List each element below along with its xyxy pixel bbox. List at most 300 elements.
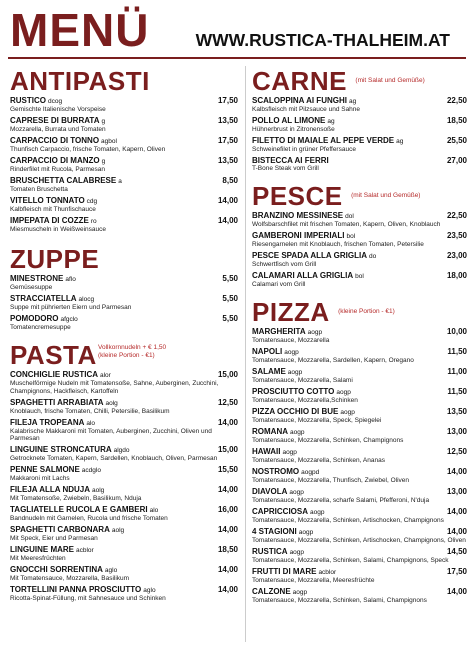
menu-item-header	[10, 485, 238, 495]
menu-item-description: Makkaroni mit Lachs	[10, 475, 70, 483]
dish-name: NOSTROMO	[252, 466, 300, 476]
menu-item-description: Bandnudeln mit Garnelen, Rucola und frische Tomaten	[10, 515, 168, 523]
dish-name: RUSTICO	[10, 96, 46, 105]
menu-item-header	[10, 156, 238, 166]
dish-name: 4 STAGIONI	[252, 526, 297, 536]
dish-name: POLLO AL LIMONE	[252, 115, 326, 125]
menu-item-description: Miesmuscheln in Weißweinsauce	[10, 225, 106, 233]
section-carne	[252, 66, 467, 173]
dish-name: TORTELLINI PANNA PROSCIUTTO	[10, 585, 142, 595]
menu-item-description: Hühnerbrust in Zitronensoße	[252, 125, 335, 133]
menu-item-name	[10, 96, 62, 106]
section-note-line: Vollkornnudeln + € 1,50	[98, 343, 167, 351]
menu-item-name	[10, 565, 117, 575]
menu-item-description: Mozzarella, Burrata und Tomaten	[10, 125, 106, 133]
menu-item-name	[10, 585, 156, 595]
menu-item	[10, 585, 238, 603]
dish-name: TAGLIATELLE RUCOLA E GAMBERI	[10, 505, 148, 515]
website-url[interactable]: WWW.RUSTICA-THALHEIM.AT	[195, 30, 450, 50]
allergen-codes: aogp	[282, 448, 297, 456]
menu-item	[10, 176, 238, 194]
dish-name: SPAGHETTI ARRABIATA	[10, 397, 104, 407]
menu-item-header	[252, 427, 467, 437]
menu-item-name	[10, 216, 97, 226]
dish-name: PROSCIUTTO COTTO	[252, 386, 335, 396]
menu-item-price: 13,00	[446, 486, 467, 496]
menu-item	[252, 547, 467, 565]
menu-item	[252, 347, 467, 365]
menu-item-price: 15,50	[217, 465, 238, 475]
section-title: PIZZA	[252, 296, 330, 327]
menu-item-header	[252, 136, 467, 146]
menu-item-name	[10, 314, 78, 324]
menu-item-header	[10, 176, 238, 186]
menu-item-name	[10, 525, 124, 535]
menu-item-description: Mit Tomatensauce, Mozzarella, Basilikum	[10, 575, 130, 583]
allergen-codes: alocg	[78, 295, 95, 303]
menu-item-price: 23,00	[446, 250, 467, 260]
menu-item-price: 13,50	[217, 115, 238, 125]
dish-name: STRACCIATELLA	[10, 293, 77, 303]
dish-name: DIAVOLA	[252, 486, 288, 496]
section-header	[10, 340, 238, 370]
dish-name: NAPOLI	[252, 346, 283, 356]
menu-item	[10, 274, 238, 292]
menu-item-header	[10, 274, 238, 284]
allergen-codes: aolg	[111, 527, 125, 535]
allergen-codes: aogp	[307, 328, 323, 336]
section-title: PASTA	[10, 339, 97, 370]
menu-item-description: Tomatensauce, Mozzarella, Meeresfrüchte	[252, 576, 375, 584]
menu-item-description: Tomatensauce, Mozzarella, scharfe Salami, Pfefferoni, N'duja	[252, 496, 430, 504]
menu-item-description: Tomatensauce, Mozzarella, Schinken, Salami, Champignons	[252, 596, 427, 604]
menu-item-price: 13,50	[217, 155, 238, 165]
menu-item-header	[252, 527, 467, 537]
menu-item-price: 18,00	[446, 270, 467, 280]
header-divider	[8, 57, 466, 59]
menu-item-header	[10, 294, 238, 304]
section-zuppe	[10, 244, 238, 332]
menu-item-header	[252, 447, 467, 457]
menu-item-header	[252, 96, 467, 106]
menu-item-name	[252, 467, 319, 477]
menu-item-description: Tomatensauce, Mozzarella, Salami	[252, 376, 353, 384]
allergen-codes: g	[101, 117, 106, 125]
section-antipasti	[10, 66, 238, 234]
dish-name: PESCE SPADA ALLA GRIGLIA	[252, 250, 367, 260]
menu-item-price: 12,50	[446, 446, 467, 456]
dish-name: POMODORO	[10, 313, 59, 323]
dish-name: SCALOPPINA AI FUNGHI	[252, 96, 347, 105]
menu-item-name	[252, 231, 355, 241]
item-list	[252, 211, 467, 289]
menu-item-description: Kalabrische Makkaroni mit Tomaten, Auberginen, Zucchini, Oliven und Parmesan	[10, 427, 212, 443]
menu-item-name	[10, 398, 118, 408]
menu-item-header	[252, 467, 467, 477]
menu-item-name	[10, 445, 130, 455]
menu-item-name	[252, 251, 376, 261]
menu-item-price: 17,50	[217, 96, 238, 105]
menu-item-price: 14,00	[217, 525, 238, 535]
menu-item	[252, 567, 467, 585]
menu-item-description: Ricotta-Spinat-Füllung, mit Sahnesauce und Schinken	[10, 595, 166, 603]
menu-item-header	[10, 216, 238, 226]
menu-item	[252, 387, 467, 405]
allergen-codes: bol	[355, 272, 364, 280]
menu-item-description: Tomatensauce, Mozzarella, Schinken, Salami, Champignons, Speck	[252, 556, 449, 564]
menu-item-header	[252, 211, 467, 221]
left-column	[10, 66, 238, 605]
menu-item-description: Suppe mit pührierten Eiern und Parmesan	[10, 303, 132, 311]
menu-item-header	[10, 314, 238, 324]
menu-item-name	[252, 487, 304, 497]
menu-item	[252, 271, 467, 289]
menu-item-name	[10, 545, 94, 555]
allergen-codes: aolg	[105, 399, 118, 407]
menu-item-header	[10, 398, 238, 408]
menu-item-name	[252, 507, 324, 517]
dish-name: CONCHIGLIE RUSTICA	[10, 369, 98, 379]
menu-item-description: Calamari vom Grill	[252, 280, 306, 288]
menu-item-header	[252, 116, 467, 126]
menu-item	[252, 407, 467, 425]
menu-item-price: 13,50	[446, 406, 467, 416]
section-header	[252, 181, 467, 211]
section-header	[10, 66, 238, 96]
menu-item-price: 22,50	[446, 96, 467, 105]
dish-name: FRUTTI DI MARE	[252, 566, 317, 576]
menu-item	[10, 216, 238, 234]
dish-name: BRUSCHETTA CALABRESE	[10, 175, 117, 185]
menu-item	[252, 447, 467, 465]
dish-name: PENNE SALMONE	[10, 465, 80, 475]
allergen-codes: acblor	[318, 568, 337, 576]
menu-item-description: Tomatensauce, Mozzarella, Schinken, Ananas	[252, 456, 385, 464]
dish-name: PIZZA OCCHIO DI BUE	[252, 406, 339, 416]
allergen-codes: ag	[396, 137, 404, 145]
menu-item-name	[252, 567, 336, 577]
allergen-codes: dcog	[48, 98, 63, 105]
menu-item-name	[10, 136, 117, 146]
menu-item-header	[252, 487, 467, 497]
menu-item-name	[252, 327, 322, 337]
menu-item-name	[252, 587, 307, 597]
menu-item	[10, 370, 238, 396]
menu-item	[252, 507, 467, 525]
allergen-codes: cdg	[86, 197, 98, 205]
dish-name: CAPRICCIOSA	[252, 506, 309, 516]
menu-item-price: 25,50	[446, 135, 467, 145]
menu-item	[10, 505, 238, 523]
menu-item-price: 8,50	[222, 175, 238, 185]
menu-item-header	[252, 547, 467, 557]
menu-item	[10, 445, 238, 463]
section-note-line: (kleine Portion - €1)	[98, 352, 155, 360]
dish-name: CALAMARI ALLA GRIGLIA	[252, 270, 354, 280]
dish-name: BRANZINO MESSINESE	[252, 210, 344, 220]
allergen-codes: aglo	[104, 567, 118, 575]
section-note: (mit Salat und Gemüße)	[351, 191, 421, 199]
dish-name: RUSTICA	[252, 546, 288, 556]
dish-name: MARGHERITA	[252, 326, 306, 336]
menu-item-name	[10, 196, 97, 206]
dish-name: VITELLO TONNATO	[10, 195, 85, 205]
menu-item-name	[252, 387, 351, 397]
menu-item-header	[252, 587, 467, 597]
menu-item-header	[252, 156, 467, 165]
menu-item-name	[10, 485, 104, 495]
menu-item-price: 15,00	[217, 445, 238, 455]
menu-item-price: 11,00	[447, 366, 467, 376]
section-title: PESCE	[252, 180, 343, 211]
menu-item-header	[10, 465, 238, 475]
dish-name: MINESTRONE	[10, 273, 64, 283]
menu-item-price: 27,00	[446, 155, 467, 165]
menu-item	[10, 96, 238, 114]
menu-item-description: T-Bone Steak vom Grill	[252, 164, 319, 172]
menu-item-name	[252, 427, 304, 437]
menu-item	[10, 156, 238, 174]
dish-name: FILETTO DI MAIALE AL PEPE VERDE	[252, 135, 395, 145]
menu-item-name	[252, 271, 364, 281]
menu-item-price: 17,50	[217, 135, 238, 145]
item-list	[252, 96, 467, 173]
dish-name: SPAGHETTI CARBONARA	[10, 525, 110, 535]
menu-item-name	[252, 136, 403, 146]
menu-item	[252, 427, 467, 445]
menu-item-price: 17,50	[446, 566, 467, 576]
allergen-codes: algdo	[113, 447, 130, 455]
menu-item-name	[252, 116, 335, 126]
menu-item-name	[252, 156, 329, 165]
menu-item-name	[252, 96, 356, 106]
dish-name: BISTECCA AI FERRI	[252, 155, 329, 165]
menu-item	[10, 136, 238, 154]
menu-item-name	[252, 211, 354, 221]
menu-item	[252, 527, 467, 545]
menu-item-name	[252, 347, 299, 357]
dish-name: FILEJA TROPEANA	[10, 417, 85, 427]
menu-item-header	[10, 545, 238, 555]
section-note: (kleine Portion - €1)	[338, 307, 395, 315]
menu-item-description: Kalbfleisch mit Thunfischauce	[10, 205, 96, 213]
menu-item-price: 11,50	[447, 346, 467, 356]
menu-item	[10, 485, 238, 503]
menu-item-header	[10, 565, 238, 575]
menu-item	[10, 465, 238, 483]
dish-name: CARPACCIO DI MANZO	[10, 155, 100, 165]
menu-item-description: Tomaten Bruschetta	[10, 185, 68, 193]
dish-name: LINGUINE STRONCATURA	[10, 445, 112, 455]
menu-item	[252, 116, 467, 134]
allergen-codes: aogp	[284, 348, 299, 356]
dish-name: GNOCCHI SORRENTINA	[10, 565, 103, 575]
menu-item-description: Schwertfisch vom Grill	[252, 260, 317, 268]
allergen-codes: acblor	[76, 547, 94, 555]
menu-item	[10, 398, 238, 416]
menu-item-header	[252, 507, 467, 517]
menu-item-price: 16,00	[217, 505, 238, 515]
menu-item	[252, 367, 467, 385]
allergen-codes: g	[101, 157, 106, 165]
allergen-codes: aogp	[292, 588, 308, 596]
menu-item-header	[10, 418, 238, 428]
dish-name: HAWAII	[252, 446, 281, 456]
menu-item-header	[252, 271, 467, 281]
allergen-codes: aogp	[289, 488, 304, 496]
section-header	[10, 244, 238, 274]
menu-item-description: Wolfsbarschfilet mit frischen Tomaten, Kapern, Oliven, Knoblauch	[252, 220, 441, 228]
menu-item-header	[10, 585, 238, 595]
menu-item-name	[10, 418, 95, 428]
allergen-codes: alor	[100, 371, 111, 379]
menu-item-price: 14,00	[217, 565, 238, 575]
menu-item-name	[252, 547, 304, 557]
menu-item-price: 14,50	[446, 546, 467, 556]
allergen-codes: aogp	[340, 408, 355, 416]
allergen-codes: alo	[149, 507, 159, 515]
menu-item-name	[10, 274, 76, 284]
menu-item-header	[252, 327, 467, 337]
menu-item-header	[10, 505, 238, 515]
menu-item-description: Getrocknete Tomaten, Kapern, Sardellen, Knoblauch, Oliven, Parmesan	[10, 455, 218, 463]
section-header	[252, 66, 467, 96]
dish-name: CARPACCIO DI TONNO	[10, 135, 100, 145]
menu-item-header	[252, 567, 467, 577]
menu-item	[252, 467, 467, 485]
menu-item-name	[10, 176, 122, 186]
menu-item	[10, 314, 238, 332]
allergen-codes: aogp	[336, 388, 351, 396]
menu-item-header	[10, 116, 238, 126]
menu-item	[252, 211, 467, 229]
menu-item-description: Mit Speck, Eier und Parmesan	[10, 535, 98, 543]
dish-name: SALAME	[252, 366, 286, 376]
menu-item-price: 5,50	[222, 313, 238, 323]
section-title: ANTIPASTI	[10, 66, 150, 96]
menu-item-name	[10, 370, 111, 380]
allergen-codes: bol	[346, 232, 356, 240]
menu-item-price: 14,00	[217, 195, 238, 205]
allergen-codes: aogp	[310, 508, 325, 516]
allergen-codes: acdglo	[81, 467, 101, 475]
menu-item-name	[10, 156, 105, 166]
menu-item-price: 14,00	[217, 585, 238, 595]
menu-item-header	[252, 251, 467, 261]
menu-item	[252, 231, 467, 249]
menu-item	[10, 545, 238, 563]
menu-item-description: Tomatensauce, Mozzarella, Sardellen, Kapern, Oregano	[252, 356, 414, 364]
menu-item-name	[10, 116, 105, 126]
right-column	[252, 66, 467, 607]
allergen-codes: aolg	[92, 487, 105, 495]
menu-item-price: 5,50	[222, 273, 238, 283]
menu-item-header	[252, 347, 467, 357]
allergen-codes: ag	[327, 117, 335, 125]
menu-item-header	[10, 136, 238, 146]
menu-item-description: Tomatensauce, Mozzarella	[252, 336, 330, 344]
menu-item-description: Muschelförmige Nudeln mit Tomatensoße, Sahne, Auberginen, Zucchini, Champignons, Hackfleisch, Kartoffeln	[10, 379, 219, 395]
menu-item-header	[10, 196, 238, 206]
menu-item-description: Mit Meeresfrüchten	[10, 555, 66, 563]
menu-title: MENÜ	[10, 4, 150, 56]
item-list	[252, 327, 467, 605]
menu-item-description: Tomatensauce, Mozzarella,Schinken	[252, 396, 358, 404]
item-list	[10, 274, 238, 332]
dish-name: CAPRESE DI BURRATA	[10, 115, 100, 125]
menu-item-price: 14,00	[446, 466, 467, 476]
menu-item-header	[10, 370, 238, 380]
allergen-codes: afgclo	[60, 315, 78, 323]
menu-item-header	[252, 407, 467, 417]
allergen-codes: aogp	[289, 548, 305, 556]
item-list	[10, 96, 238, 234]
section-header	[252, 297, 467, 327]
menu-item-price: 13,00	[446, 426, 467, 436]
menu-item-header	[252, 367, 467, 377]
menu-item-name	[252, 527, 313, 537]
menu-item-description: Gemischte Italienische Vorspeise	[10, 106, 106, 113]
menu-item-price: 22,50	[446, 210, 467, 220]
menu-item	[10, 196, 238, 214]
allergen-codes: dol	[345, 212, 354, 220]
dish-name: LINGUINE MARE	[10, 545, 74, 555]
menu-item	[252, 251, 467, 269]
menu-item	[252, 156, 467, 173]
menu-item	[252, 96, 467, 114]
menu-item	[252, 587, 467, 605]
section-title: CARNE	[252, 66, 347, 96]
menu-item-description: Tomatensauce, Mozzarella, Thunfisch, Zwiebel, Oliven	[252, 476, 410, 484]
menu-item-description: Tomatensauce, Mozzarella, Schinken, Artischocken, Champignons	[252, 516, 444, 524]
menu-item-price: 18,50	[446, 115, 467, 125]
menu-item-price: 14,00	[217, 485, 238, 495]
menu-item	[10, 565, 238, 583]
menu-item-price: 18,50	[217, 545, 238, 555]
menu-item	[252, 136, 467, 154]
menu-item-description: Gemüsesuppe	[10, 283, 53, 291]
menu-item-header	[10, 445, 238, 455]
section-pizza	[252, 297, 467, 605]
section-pesce	[252, 181, 467, 289]
menu-item	[10, 294, 238, 312]
allergen-codes: aogp	[298, 528, 314, 536]
section-pasta	[10, 340, 238, 603]
menu-item-description: Knoblauch, frische Tomaten, Chilli, Petersilie, Basilikum	[10, 407, 170, 415]
menu-item-description: Thunfisch Carpaccio, frische Tomaten, Kapern, Oliven	[10, 145, 166, 153]
dish-name: ROMANA	[252, 426, 288, 436]
item-list	[10, 370, 238, 603]
header	[0, 0, 474, 64]
allergen-codes: ro	[90, 217, 97, 225]
column-divider	[245, 66, 246, 642]
menu-item-description: Rinderfilet mit Rucola, Parmesan	[10, 165, 106, 173]
menu-item-price: 14,00	[217, 417, 238, 427]
dish-name: IMPEPATA DI COZZE	[10, 215, 89, 225]
allergen-codes: agbol	[101, 137, 117, 145]
section-note	[98, 344, 166, 361]
menu-item-description: Mit Tomatensoße, Zwiebeln, Basilikum, Nduja	[10, 495, 142, 503]
menu-item-name	[10, 505, 158, 515]
menu-item-price: 23,50	[446, 230, 467, 240]
allergen-codes: a	[118, 177, 122, 185]
menu-item-price: 14,00	[446, 526, 467, 536]
allergen-codes: aogp	[287, 368, 303, 376]
allergen-codes: aogpd	[301, 468, 320, 476]
menu-item-description: Tomatensauce, Mozzarella, Schinken, Champignons	[252, 436, 404, 444]
menu-item-description: Tomatencremesuppe	[10, 323, 71, 331]
dish-name: FILEJA ALLA NDUJA	[10, 485, 90, 495]
